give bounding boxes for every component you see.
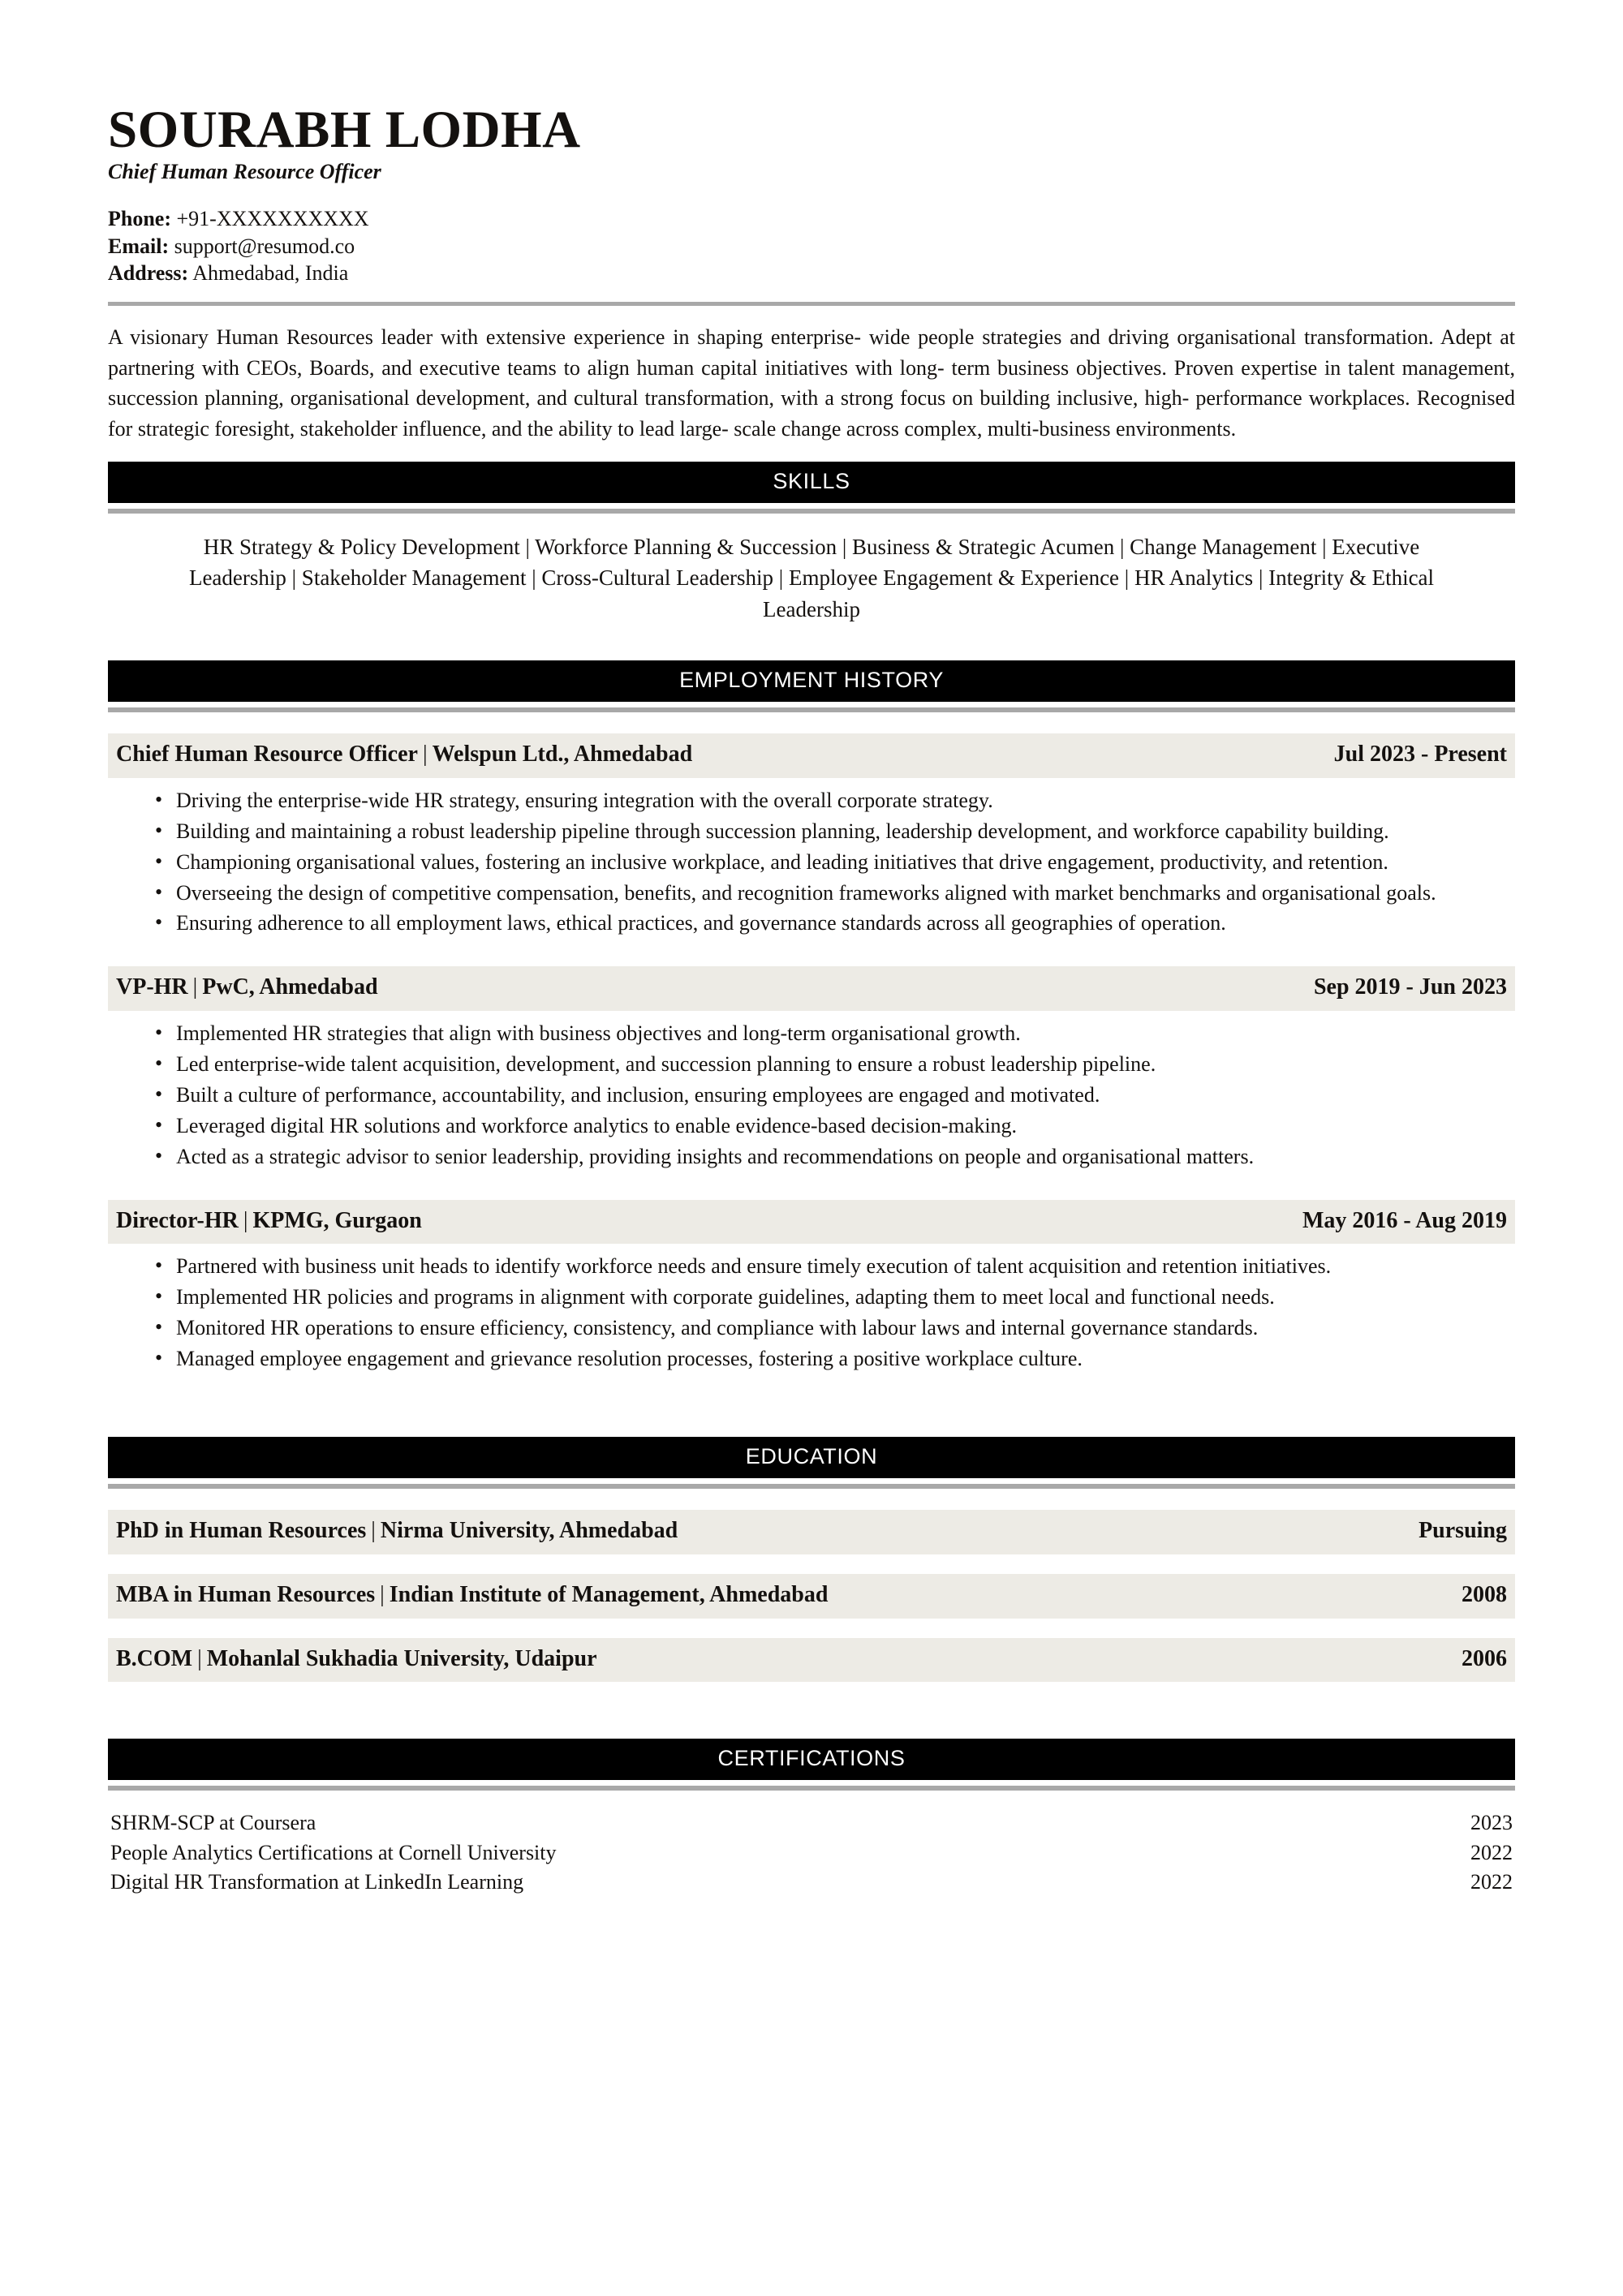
phone-label: Phone: [108, 206, 171, 230]
experience-title: Chief Human Resource Officer [116, 742, 418, 767]
education-list [108, 1510, 1515, 1682]
certification-item [108, 1838, 1515, 1868]
education-section-underline [108, 1484, 1515, 1489]
experience-dates: Jul 2023 - Present [1333, 742, 1507, 767]
certifications-spacer [108, 1682, 1515, 1739]
education-degree: PhD in Human Resources [116, 1518, 367, 1544]
education-year: 2006 [1462, 1645, 1507, 1671]
education-institution: Indian Institute of Management, Ahmedabad [389, 1581, 829, 1607]
certification-year: 2023 [1470, 1811, 1513, 1835]
employment-section [108, 660, 1515, 1374]
experience-title-company [116, 975, 378, 1000]
header-divider [108, 302, 1515, 306]
certification-name: Digital HR Transformation at LinkedIn Learning [110, 1870, 524, 1894]
employment-section-header: EMPLOYMENT HISTORY [108, 660, 1515, 702]
experience-bullet: • Monitored HR operations to ensure efficiency, consistency, and compliance with labour laws and internal governance standards. [155, 1314, 1515, 1344]
experience-title-company [116, 742, 692, 767]
skills-list: HR Strategy & Policy Development | Workforce Planning & Succession | Business & Strategic Acumen | Change Management | Executive Leadership | Stakeholder Management | Cross-Cultural Leadership | Employee Engagement & Experience | HR Analytics | Integrity & Ethical Leadership [188, 535, 1435, 621]
education-item [108, 1510, 1515, 1554]
experience-bullet: • Leveraged digital HR solutions and workforce analytics to enable evidence-based decision-making. [155, 1111, 1515, 1142]
experience-bullets [108, 786, 1515, 939]
experience-bullets [108, 1019, 1515, 1172]
experience-separator: | [422, 742, 428, 767]
experience-company: PwC, Ahmedabad [202, 974, 378, 1000]
experience-separator: | [192, 974, 198, 1000]
address-label: Address: [108, 261, 189, 286]
contact-email [108, 233, 1515, 260]
experience-bullet: • Ensuring adherence to all employment laws, ethical practices, and governance standards across all geographies of operation. [155, 909, 1515, 939]
experience-item [108, 733, 1515, 939]
experience-title: VP-HR [116, 974, 188, 1000]
education-degree-institution [116, 1519, 678, 1544]
phone-value: +91-XXXXXXXXXX [176, 206, 369, 230]
experience-dates: Sep 2019 - Jun 2023 [1313, 974, 1507, 1000]
experience-company: KPMG, Gurgaon [252, 1207, 422, 1233]
education-spacer [108, 1375, 1515, 1437]
email-label: Email: [108, 234, 170, 258]
candidate-name: SOURABH LODHA [108, 101, 581, 159]
education-separator: | [371, 1518, 376, 1544]
experience-separator: | [243, 1207, 248, 1233]
education-degree: MBA in Human Resources [116, 1581, 376, 1607]
certification-name: SHRM-SCP at Coursera [110, 1811, 316, 1835]
experience-title: Director-HR [116, 1207, 239, 1233]
education-degree-institution [116, 1583, 828, 1608]
address-value: Ahmedabad, India [192, 261, 349, 286]
skills-section-header: SKILLS [108, 462, 1515, 503]
experience-list [108, 733, 1515, 1374]
experience-bullet: • Implemented HR strategies that align with business objectives and long-term organisational growth. [155, 1019, 1515, 1049]
certification-year: 2022 [1470, 1840, 1513, 1864]
experience-bullet: • Implemented HR policies and programs in alignment with corporate guidelines, adapting them to meet local and functional needs. [155, 1283, 1515, 1313]
education-section-header: EDUCATION [108, 1437, 1515, 1478]
education-section [108, 1437, 1515, 1682]
employment-section-underline [108, 707, 1515, 712]
education-item [108, 1638, 1515, 1683]
education-institution: Nirma University, Ahmedabad [380, 1518, 678, 1544]
education-year: Pursuing [1419, 1518, 1507, 1544]
professional-summary: A visionary Human Resources leader with extensive experience in shaping enterprise- wide people strategies and driving organisational transformation. Adept at partnering with CEOs, Boards, and executive teams to align human capital initiatives with long- term business objectives. Proven expertise in talent management, succession planning, organisational development, and cultural transformation, with a strong focus on building inclusive, high- performance workplaces. Recognised for strategic foresight, stakeholder influence, and the ability to lead large- scale change across complex, multi-business environments. [108, 325, 1515, 441]
experience-bullet: • Partnered with business unit heads to identify workforce needs and ensure timely execution of talent acquisition and retention initiatives. [155, 1252, 1515, 1282]
experience-bullet: • Driving the enterprise-wide HR strategy, ensuring integration with the overall corporate strategy. [155, 786, 1515, 816]
resume-header [108, 0, 1515, 306]
experience-title-company [116, 1209, 422, 1234]
experience-bullet: • Building and maintaining a robust leadership pipeline through succession planning, leadership development, and workforce capability building. [155, 817, 1515, 847]
contact-address [108, 260, 1515, 287]
experience-bullet: • Led enterprise-wide talent acquisition, development, and succession planning to ensure a robust leadership pipeline. [155, 1050, 1515, 1080]
contact-phone [108, 205, 1515, 233]
education-separator: | [197, 1645, 202, 1671]
certification-name: People Analytics Certifications at Cornell University [110, 1840, 557, 1864]
education-year: 2008 [1462, 1581, 1507, 1607]
experience-bullets [108, 1252, 1515, 1374]
experience-bullet: • Championing organisational values, fostering an inclusive workplace, and leading initiatives that drive engagement, productivity, and retention. [155, 848, 1515, 878]
skills-section [108, 462, 1515, 625]
certification-item [108, 1868, 1515, 1897]
certifications-section-underline [108, 1786, 1515, 1791]
certifications-list [108, 1808, 1515, 1897]
experience-dates: May 2016 - Aug 2019 [1302, 1207, 1507, 1233]
experience-bullet: • Managed employee engagement and grievance resolution processes, fostering a positive workplace culture. [155, 1344, 1515, 1374]
experience-header-row [108, 733, 1515, 778]
certification-year: 2022 [1470, 1870, 1513, 1894]
experience-header-row [108, 1200, 1515, 1245]
experience-company: Welspun Ltd., Ahmedabad [432, 742, 693, 767]
education-separator: | [380, 1581, 385, 1607]
experience-bullet: • Acted as a strategic advisor to senior leadership, providing insights and recommendations on people and organisational matters. [155, 1142, 1515, 1172]
education-institution: Mohanlal Sukhadia University, Udaipur [206, 1645, 597, 1671]
experience-bullet: • Overseeing the design of competitive compensation, benefits, and recognition frameworks aligned with market benchmarks and organisational goals. [155, 879, 1515, 909]
certifications-section [108, 1739, 1515, 1897]
experience-header-row [108, 966, 1515, 1011]
experience-item [108, 966, 1515, 1172]
email-value: support@resumod.co [174, 234, 355, 258]
education-degree: B.COM [116, 1645, 193, 1671]
education-item [108, 1574, 1515, 1619]
education-degree-institution [116, 1647, 597, 1672]
experience-item [108, 1200, 1515, 1374]
experience-bullet: • Built a culture of performance, accountability, and inclusion, ensuring employees are engaged and motivated. [155, 1081, 1515, 1111]
candidate-role: Chief Human Resource Officer [108, 160, 381, 183]
certifications-section-header: CERTIFICATIONS [108, 1739, 1515, 1780]
certification-item [108, 1808, 1515, 1838]
